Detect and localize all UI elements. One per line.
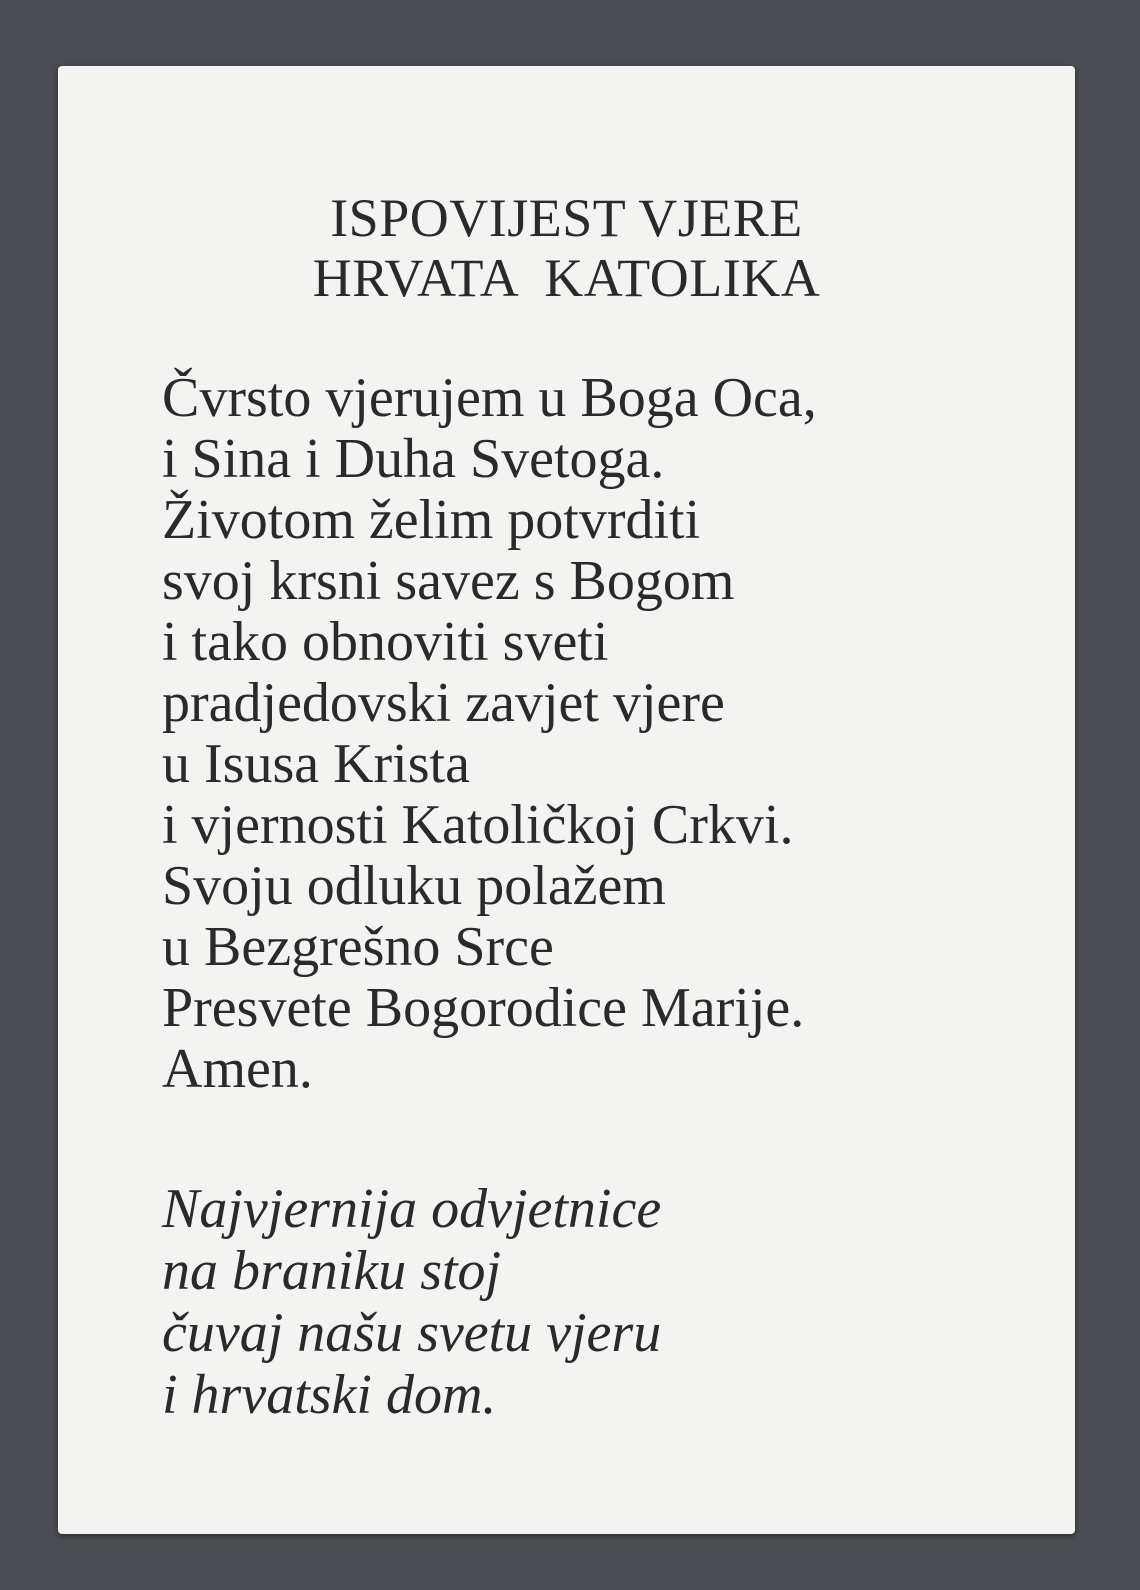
creed-line: i Sina i Duha Svetoga. [162, 428, 665, 490]
creed-line: pradjedovski zavjet vjere [162, 672, 725, 734]
card-title [58, 188, 1075, 308]
creed-line: Amen. [162, 1038, 313, 1100]
creed-line: svoj krsni savez s Bogom [162, 550, 735, 612]
prayer-card [58, 66, 1075, 1534]
creed-line: Životom želim potvrditi [162, 489, 701, 551]
verse-line: čuvaj našu svetu vjeru [162, 1302, 662, 1364]
verse-text [162, 1178, 661, 1426]
verse-line: na braniku stoj [162, 1240, 502, 1302]
verse-line: Najvjernija odvjetnice [162, 1178, 662, 1240]
verse-line: i hrvatski dom. [162, 1364, 497, 1426]
creed-line: u Isusa Krista [162, 733, 470, 795]
creed-line: i tako obnoviti sveti [162, 611, 609, 673]
creed-line: Čvrsto vjerujem u Boga Oca, [162, 367, 817, 429]
creed-text [162, 368, 817, 1100]
creed-line: i vjernosti Katoličkoj Crkvi. [162, 794, 794, 856]
title-line: HRVATA KATOLIKA [312, 248, 821, 308]
creed-line: Svoju odluku polažem [162, 855, 666, 917]
creed-line: Presvete Bogorodice Marije. [162, 977, 805, 1039]
title-line: ISPOVIJEST VJERE [330, 188, 803, 248]
creed-line: u Bezgrešno Srce [162, 916, 554, 978]
